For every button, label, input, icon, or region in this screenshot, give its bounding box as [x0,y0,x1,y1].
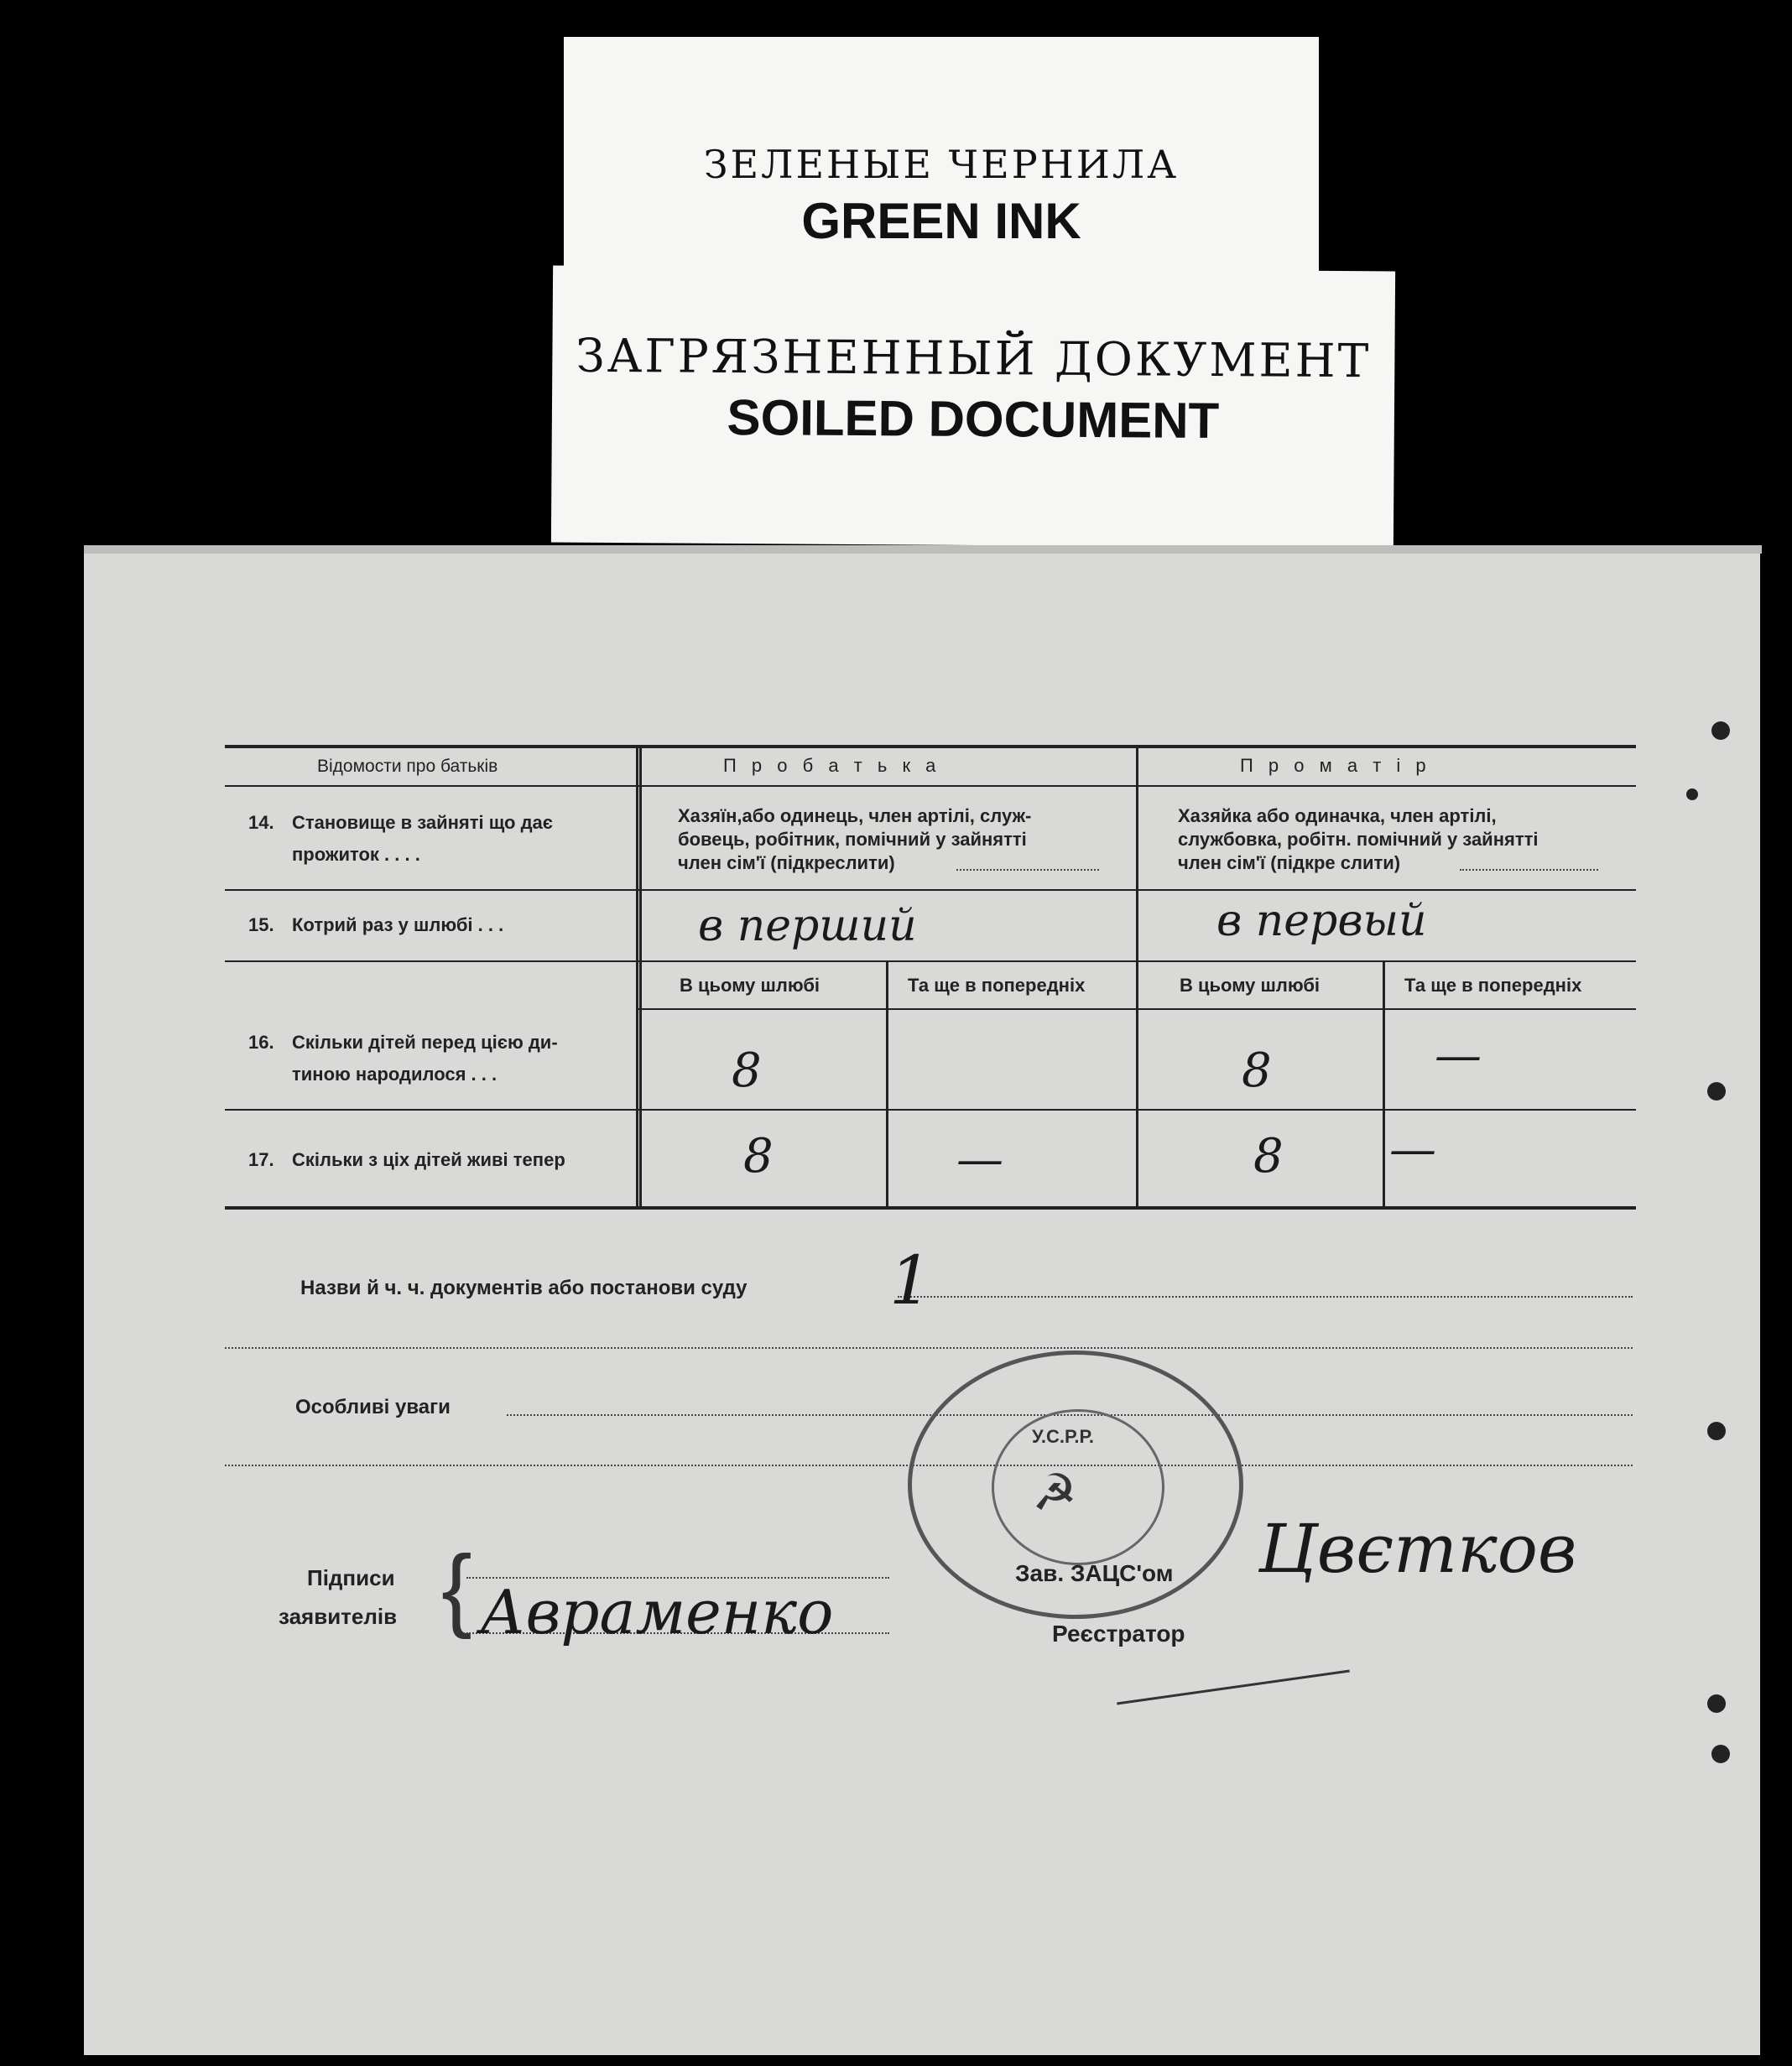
row14-father-1: Хазяїн,або одинець, член артілі, служ- [678,805,1032,826]
table-top-rule [225,745,1636,748]
applicant-signature: Авраменко [480,1577,834,1647]
row16-label-1: Скільки дітей перед цією ди- [292,1032,558,1053]
row16-mother-prev: — [1435,1028,1482,1083]
header-label: Відомости про батьків [317,757,498,776]
dotted-line [1460,869,1598,871]
punch-hole [1711,1745,1730,1763]
row17-father-prev: — [956,1132,1003,1187]
punch-hole [1707,1694,1726,1713]
row16-rule [225,1109,1636,1111]
dotted-line [225,1347,1633,1349]
row16-label-2: тиною народилося . . . [292,1064,497,1085]
row16-father-this: 8 [732,1043,762,1098]
dotted-line [898,1296,1633,1298]
row17-num: 17. [248,1149,274,1170]
documents-label: Назви й ч. ч. документів або постанови суду [300,1277,748,1299]
table-bottom-rule [225,1206,1636,1210]
row15-father-value: в перший [698,901,917,951]
row14-father-2: бовець, робітник, помічний у зайнятті [678,829,1027,850]
punch-hole [1686,788,1698,800]
punch-hole [1707,1422,1726,1440]
sheet-edge [84,545,1762,554]
soiled-document-note [551,265,1395,548]
row15-num: 15. [248,914,274,935]
father-this-marriage-header: В цьому шлюбі [680,975,820,996]
hammer-sickle-icon: ☭ [1032,1464,1077,1522]
green-ink-en: GREEN INK [801,193,1081,249]
green-ink-ru: ЗЕЛЕНЫЕ ЧЕРНИЛА [703,142,1180,187]
row17-label: Скільки з ціх дітей живі тепер [292,1149,565,1170]
row14-mother-3: член сім'ї (підкре слити) [1178,852,1401,873]
dotted-line [956,869,1099,871]
brace: { [441,1537,472,1640]
mother-this-marriage-header: В цьому шлюбі [1180,975,1321,996]
father-previous-header: Та ще в попередніх [908,975,1086,996]
father-header: П р о б а т ь к а [723,755,941,776]
signatures-label-2: заявителів [279,1604,398,1629]
head-label: Зав. ЗАЦС'ом [1015,1560,1174,1586]
row14-rule [225,889,1636,891]
soiled-en: SOILED DOCUMENT [727,388,1220,450]
row17-mother-prev: — [1389,1122,1436,1177]
row16-mother-this: 8 [1242,1043,1272,1098]
row14-mother-2: службовка, робітн. помічний у зайнятті [1178,829,1539,850]
green-ink-note [564,37,1319,289]
punch-hole [1711,721,1730,740]
registrar-label: Реєстратор [1052,1621,1185,1647]
row17-mother-this: 8 [1253,1129,1284,1184]
remarks-label: Особливі уваги [295,1396,451,1418]
col-divider [639,747,642,1208]
documents-value: 1 [889,1241,932,1319]
soiled-ru: ЗАГРЯЗНЕННЫЙ ДОКУМЕНТ [576,328,1372,388]
col-divider [1383,962,1385,1208]
row14-num: 14. [248,812,274,833]
punch-hole [1707,1082,1726,1101]
mother-header: П р о м а т і р [1240,755,1431,776]
mother-previous-header: Та ще в попередніх [1404,975,1582,996]
signatures-label-1: Підписи [307,1565,395,1590]
col-divider [886,962,888,1208]
row16-num: 16. [248,1032,274,1053]
row15-mother-value: в первый [1216,896,1427,946]
row17-father-this: 8 [743,1129,774,1184]
row14-mother-1: Хазяйка або одиначка, член артілі, [1178,805,1497,826]
col-divider [1136,747,1138,1208]
row14-label-2: прожиток . . . . [292,844,420,865]
row15-rule [225,960,1636,962]
row15-label: Котрий раз у шлюбі . . . [292,914,504,935]
head-signature: Цвєтков [1258,1510,1577,1588]
row14-father-3: член сім'ї (підкреслити) [678,852,895,873]
stamp-emblem-text: У.С.Р.Р. [1032,1426,1095,1447]
row14-label-1: Становище в зайняті що дає [292,812,553,833]
col-divider [636,747,638,1208]
table-header-rule [225,785,1636,787]
